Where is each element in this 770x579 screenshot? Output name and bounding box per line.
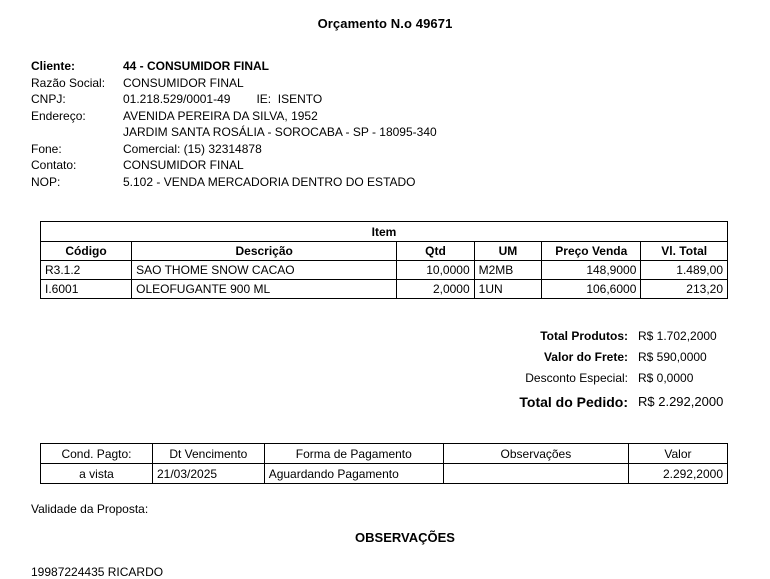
cell-preco-venda: 148,9000 [542, 261, 641, 280]
column-header-cond-pagto: Cond. Pagto: [41, 444, 153, 464]
customer-row-cnpj [31, 91, 770, 108]
total-row-desconto [525, 368, 730, 389]
total-value-desconto: R$ 0,0000 [638, 371, 694, 385]
table-row [41, 280, 728, 299]
value-nop: 5.102 - VENDA MERCADORIA DENTRO DO ESTADO [123, 174, 416, 189]
items-section-header: Item [41, 222, 728, 242]
payment-table [40, 443, 728, 484]
label-fone: Fone: [31, 141, 62, 156]
value-endereco: AVENIDA PEREIRA DA SILVA, 1952 [123, 108, 318, 123]
total-label-desconto: Desconto Especial: [525, 371, 628, 385]
items-header-row [41, 242, 728, 261]
cell-codigo: R3.1.2 [41, 261, 132, 280]
value-cnpj: 01.218.529/0001-49 [123, 92, 231, 106]
customer-row-cliente [31, 58, 770, 75]
observations-title: OBSERVAÇÕES [355, 530, 455, 545]
total-label-frete: Valor do Frete: [543, 350, 628, 364]
payment-header-row [41, 444, 728, 464]
value-endereco-line2: JARDIM SANTA ROSÁLIA - SOROCABA - SP - 18095-340 [123, 125, 437, 139]
column-header-qtd: Qtd [397, 242, 474, 261]
total-value-pedido: R$ 2.292,2000 [638, 394, 724, 409]
column-header-preco-venda: Preço Venda [542, 242, 641, 261]
column-header-vl-total: Vl. Total [641, 242, 728, 261]
cell-um: 1UN [474, 280, 542, 299]
cell-um: M2MB [474, 261, 542, 280]
cell-forma-pagamento: Aguardando Pagamento [264, 464, 443, 484]
validity-label: Validade da Proposta: [31, 502, 149, 516]
cell-vl-total: 213,20 [641, 280, 728, 299]
cell-vl-total: 1.489,00 [641, 261, 728, 280]
totals-block [0, 326, 770, 415]
items-table [40, 221, 728, 299]
label-cnpj: CNPJ: [31, 92, 66, 106]
column-header-forma-pagamento: Forma de Pagamento [264, 444, 443, 464]
cell-qtd: 2,0000 [397, 280, 474, 299]
value-fone: Comercial: (15) 32314878 [123, 141, 262, 156]
column-header-observacoes: Observações [443, 444, 628, 464]
customer-row-fone [31, 141, 770, 158]
cell-cond-pagto: a vista [41, 464, 153, 484]
total-row-produtos [540, 326, 730, 347]
total-label-pedido: Total do Pedido: [519, 394, 628, 410]
cell-descricao: OLEOFUGANTE 900 ML [132, 280, 397, 299]
label-contato: Contato: [31, 158, 77, 172]
label-endereco: Endereço: [31, 108, 86, 123]
total-label-produtos: Total Produtos: [540, 329, 628, 343]
payment-table-container [0, 443, 770, 484]
cell-qtd: 10,0000 [397, 261, 474, 280]
total-row-frete [544, 347, 730, 368]
value-inscricao-estadual: IE: ISENTO [256, 92, 323, 106]
total-value-produtos: R$ 1.702,2000 [638, 329, 717, 343]
column-header-dt-vencimento: Dt Vencimento [152, 444, 264, 464]
table-row [41, 464, 728, 484]
customer-info-block [0, 58, 770, 190]
cell-observacoes [443, 464, 628, 484]
value-cliente: 44 - CONSUMIDOR FINAL [123, 59, 270, 73]
customer-row-contato [31, 157, 770, 174]
page-title: Orçamento N.o 49671 [317, 16, 453, 31]
cell-valor: 2.292,2000 [628, 464, 727, 484]
cell-preco-venda: 106,6000 [542, 280, 641, 299]
footer-note: 19987224435 RICARDO [31, 565, 164, 579]
label-cliente: Cliente: [31, 59, 76, 73]
cell-descricao: SAO THOME SNOW CACAO [132, 261, 397, 280]
value-contato: CONSUMIDOR FINAL [123, 158, 244, 172]
customer-row-endereco [31, 108, 770, 125]
items-section-header-row [41, 222, 728, 242]
total-row-pedido [519, 389, 730, 415]
cell-dt-vencimento: 21/03/2025 [152, 464, 264, 484]
total-value-frete: R$ 590,0000 [638, 350, 707, 364]
column-header-codigo: Código [41, 242, 132, 261]
label-nop: NOP: [31, 174, 61, 189]
table-row [41, 261, 728, 280]
customer-row-razao-social [31, 75, 770, 92]
column-header-valor: Valor [628, 444, 727, 464]
column-header-um: UM [474, 242, 542, 261]
cell-codigo: I.6001 [41, 280, 132, 299]
column-header-descricao: Descrição [132, 242, 397, 261]
items-table-container [0, 221, 770, 299]
customer-row-nop [31, 174, 770, 191]
value-razao-social: CONSUMIDOR FINAL [123, 75, 244, 90]
label-razao-social: Razão Social: [31, 75, 106, 90]
